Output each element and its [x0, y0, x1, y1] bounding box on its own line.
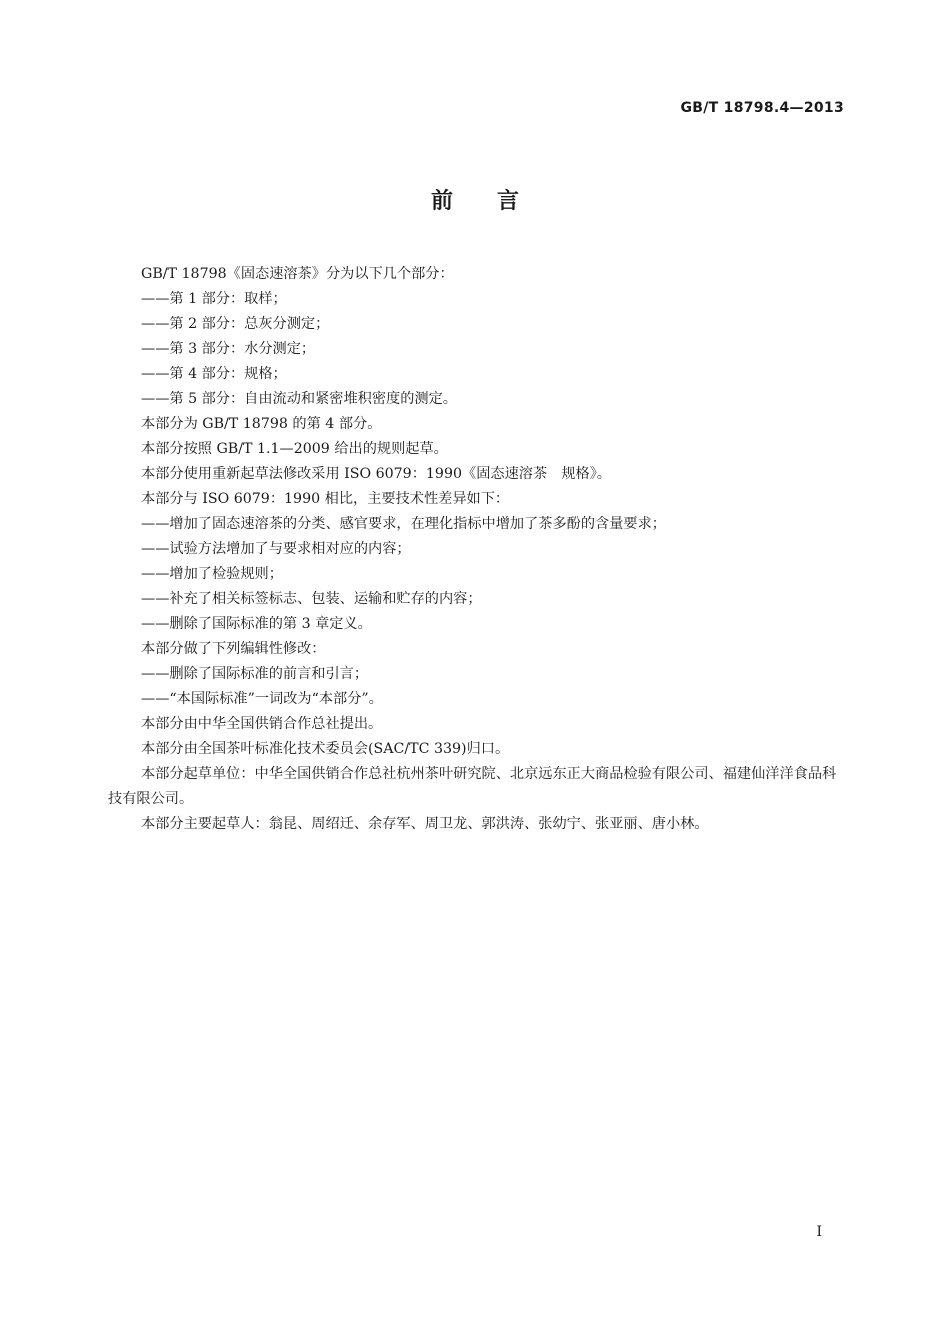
paragraph: ——试验方法增加了与要求相对应的内容； [141, 541, 411, 557]
paragraph: ——第 5 部分：自由流动和紧密堆积密度的测定。 [141, 391, 457, 407]
paragraph: ——增加了检验规则； [141, 566, 283, 582]
paragraph: 本部分起草单位：中华全国供销合作总社杭州茶叶研究院、北京远东正大商品检验有限公司、福建仙洋洋食品科技有限公司。 [108, 766, 837, 807]
paragraph: 本部分使用重新起草法修改采用 ISO 6079：1990《固态速溶茶 规格》。 [141, 466, 611, 482]
page-number: I [816, 1224, 822, 1240]
paragraph: ——第 3 部分：水分测定； [141, 341, 316, 357]
paragraph: 本部分与 ISO 6079：1990 相比，主要技术性差异如下： [141, 491, 510, 507]
paragraph: 本部分为 GB/T 18798 的第 4 部分。 [141, 416, 382, 432]
paragraph: ——增加了固态速溶茶的分类、感官要求，在理化指标中增加了茶多酚的含量要求； [141, 516, 666, 532]
paragraph: 本部分主要起草人：翁昆、周绍迁、余存军、周卫龙、郭洪涛、张幼宁、张亚丽、唐小林。 [141, 816, 709, 832]
paragraph: ——补充了相关标签标志、包装、运输和贮存的内容； [141, 591, 482, 607]
paragraph: 本部分做了下列编辑性修改： [141, 641, 326, 657]
paragraph: ——删除了国际标准的第 3 章定义。 [141, 616, 372, 632]
page-title: 前言 [430, 189, 563, 214]
standard-number: GB/T 18798.4—2013 [680, 100, 844, 116]
foreword-body [108, 262, 848, 837]
paragraph: GB/T 18798《固态速溶茶》分为以下几个部分： [141, 266, 454, 282]
paragraph: ——第 4 部分：规格； [141, 366, 287, 382]
paragraph: 本部分由全国茶叶标准化技术委员会(SAC/TC 339)归口。 [141, 741, 510, 757]
paragraph: ——第 2 部分：总灰分测定； [141, 316, 330, 332]
paragraph: ——“本国际标准”一词改为“本部分”。 [141, 691, 383, 707]
paragraph: 本部分由中华全国供销合作总社提出。 [141, 716, 383, 732]
paragraph: 本部分按照 GB/T 1.1—2009 给出的规则起草。 [141, 441, 448, 457]
paragraph: ——删除了国际标准的前言和引言； [141, 666, 369, 682]
paragraph: ——第 1 部分：取样； [141, 291, 287, 307]
